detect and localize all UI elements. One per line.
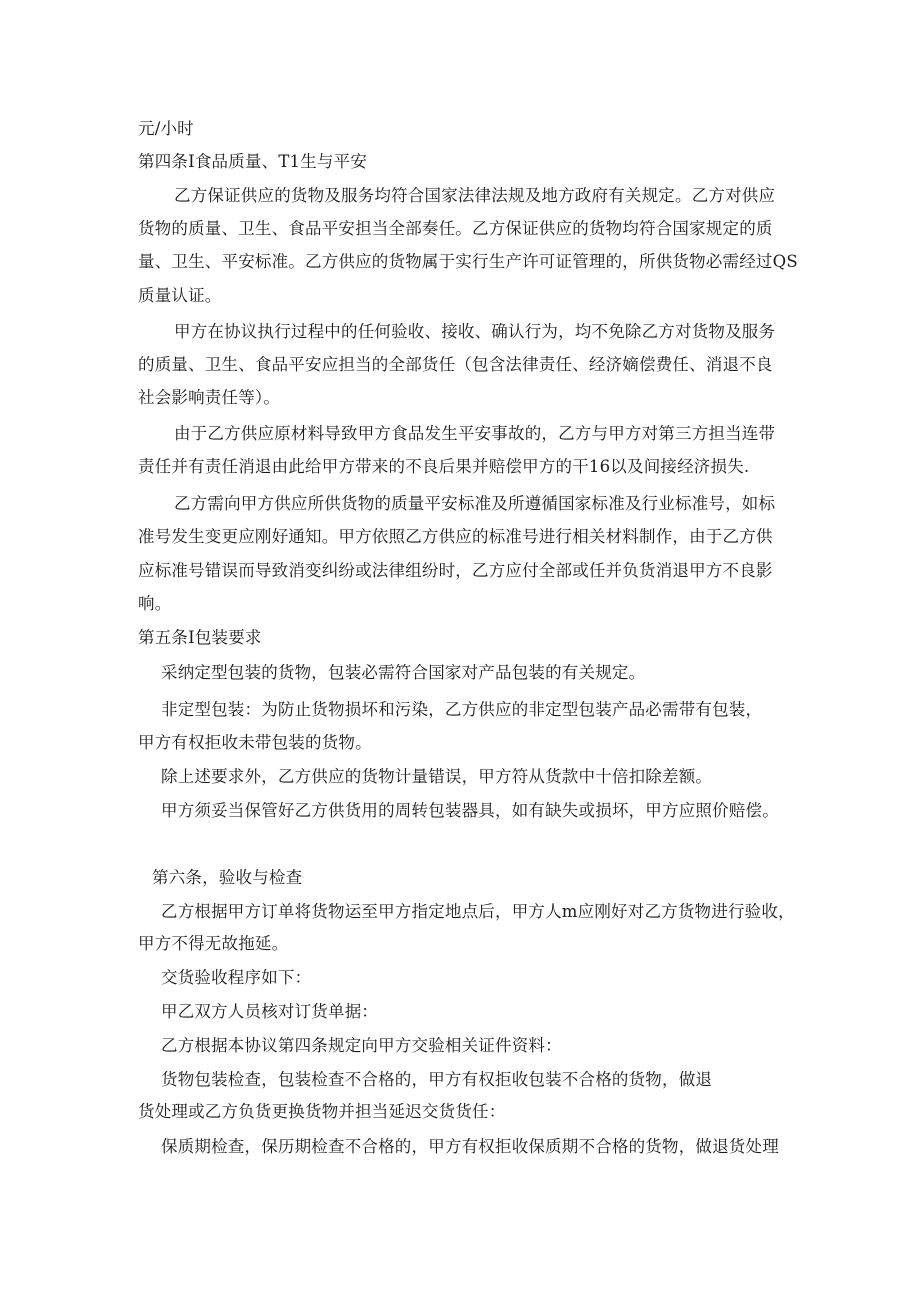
section-heading: 第六条，验收与检查 <box>152 868 303 887</box>
text-line: 质量认证。 <box>138 286 222 305</box>
text-line: 响。 <box>138 594 172 613</box>
text-line: 乙方根据甲方订单将货物运至甲方指定地点后，甲方人m应刚好对乙方货物进行验收， <box>161 902 795 921</box>
text-line: 甲方有权拒收未带包装的货物。 <box>138 733 372 752</box>
text-line: 乙方保证供应的货物及服务均符合国家法律法规及地方政府有关规定。乙方对供应 <box>174 186 776 205</box>
text-line: 责任并有责任消退由此给甲方带来的不良后果并赔偿甲方的干16以及间接经济损失. <box>138 457 750 476</box>
text-line: 的质量、卫生、食品平安应担当的全部货任（包含法律责任、经济嫡偿费任、消退不良 <box>138 355 773 374</box>
text-line: 甲方不得无故拖延。 <box>138 934 289 953</box>
section-heading: 第四条I食品质量、T1生与平安 <box>138 152 368 171</box>
text-line: 货处理或乙方负货更换货物并担当延迟交货货任： <box>138 1102 506 1121</box>
text-line: 社会影响责任等）。 <box>138 388 281 407</box>
text-line: 采纳定型包装的货物，包装必需符合国家对产品包装的有关规定。 <box>161 663 646 682</box>
text-line: 甲乙双方人员核对订货单据： <box>161 1002 379 1021</box>
text-line: 乙方根据本协议第四条规定向甲方交验相关证件资料： <box>161 1036 562 1055</box>
text-line: 货物的质量、卫生、食品平安担当全部奏任。乙方保证供应的货物均符合国家规定的质 <box>138 219 773 238</box>
text-line: 非定型包装：为防止货物损坏和污染，乙方供应的非定型包装产品必需带有包装， <box>161 700 763 719</box>
text-line: 量、卫生、平安标准。乙方供应的货物属于实行生产许可证管理的，所供货物必需经过QS <box>138 252 798 271</box>
section-heading: 第五条I包装要求 <box>138 628 262 647</box>
text-line: 由于乙方供应原材料导致甲方食品发生平安事故的，乙方与甲方对第三方担当连带 <box>174 424 776 443</box>
text-line: 交货验收程序如下： <box>161 968 312 987</box>
text-line: 保质期检查，保历期检查不合格的，甲方有权拒收保质期不合格的货物，做退货处理 <box>161 1137 779 1156</box>
text-line: 元/小时 <box>138 119 194 138</box>
text-line: 准号发生变更应刚好通知。甲方依照乙方供应的标准号进行相关材料制作，由于乙方供 <box>138 527 773 546</box>
text-line: 除上述要求外，乙方供应的货物计量错误，甲方符从货款中十倍扣除差额。 <box>161 767 713 786</box>
text-line: 应标准号错误而导致消变纠纷或法律组纷时，乙方应付全部或任并负货消退甲方不良影 <box>138 561 773 580</box>
text-line: 乙方需向甲方供应所供货物的质量平安标准及所遵循国家标准及行业标准号，如标 <box>174 494 776 513</box>
text-line: 货物包装检查，包装检查不合格的，甲方有权拒收包装不合格的货物，做退 <box>161 1070 713 1089</box>
text-line: 甲方在协议执行过程中的任何验收、接收、确认行为，均不免除乙方对货物及服务 <box>174 322 776 341</box>
text-line: 甲方须妥当保管好乙方供货用的周转包装器具，如有缺失或损坏，甲方应照价赔偿。 <box>161 801 779 820</box>
